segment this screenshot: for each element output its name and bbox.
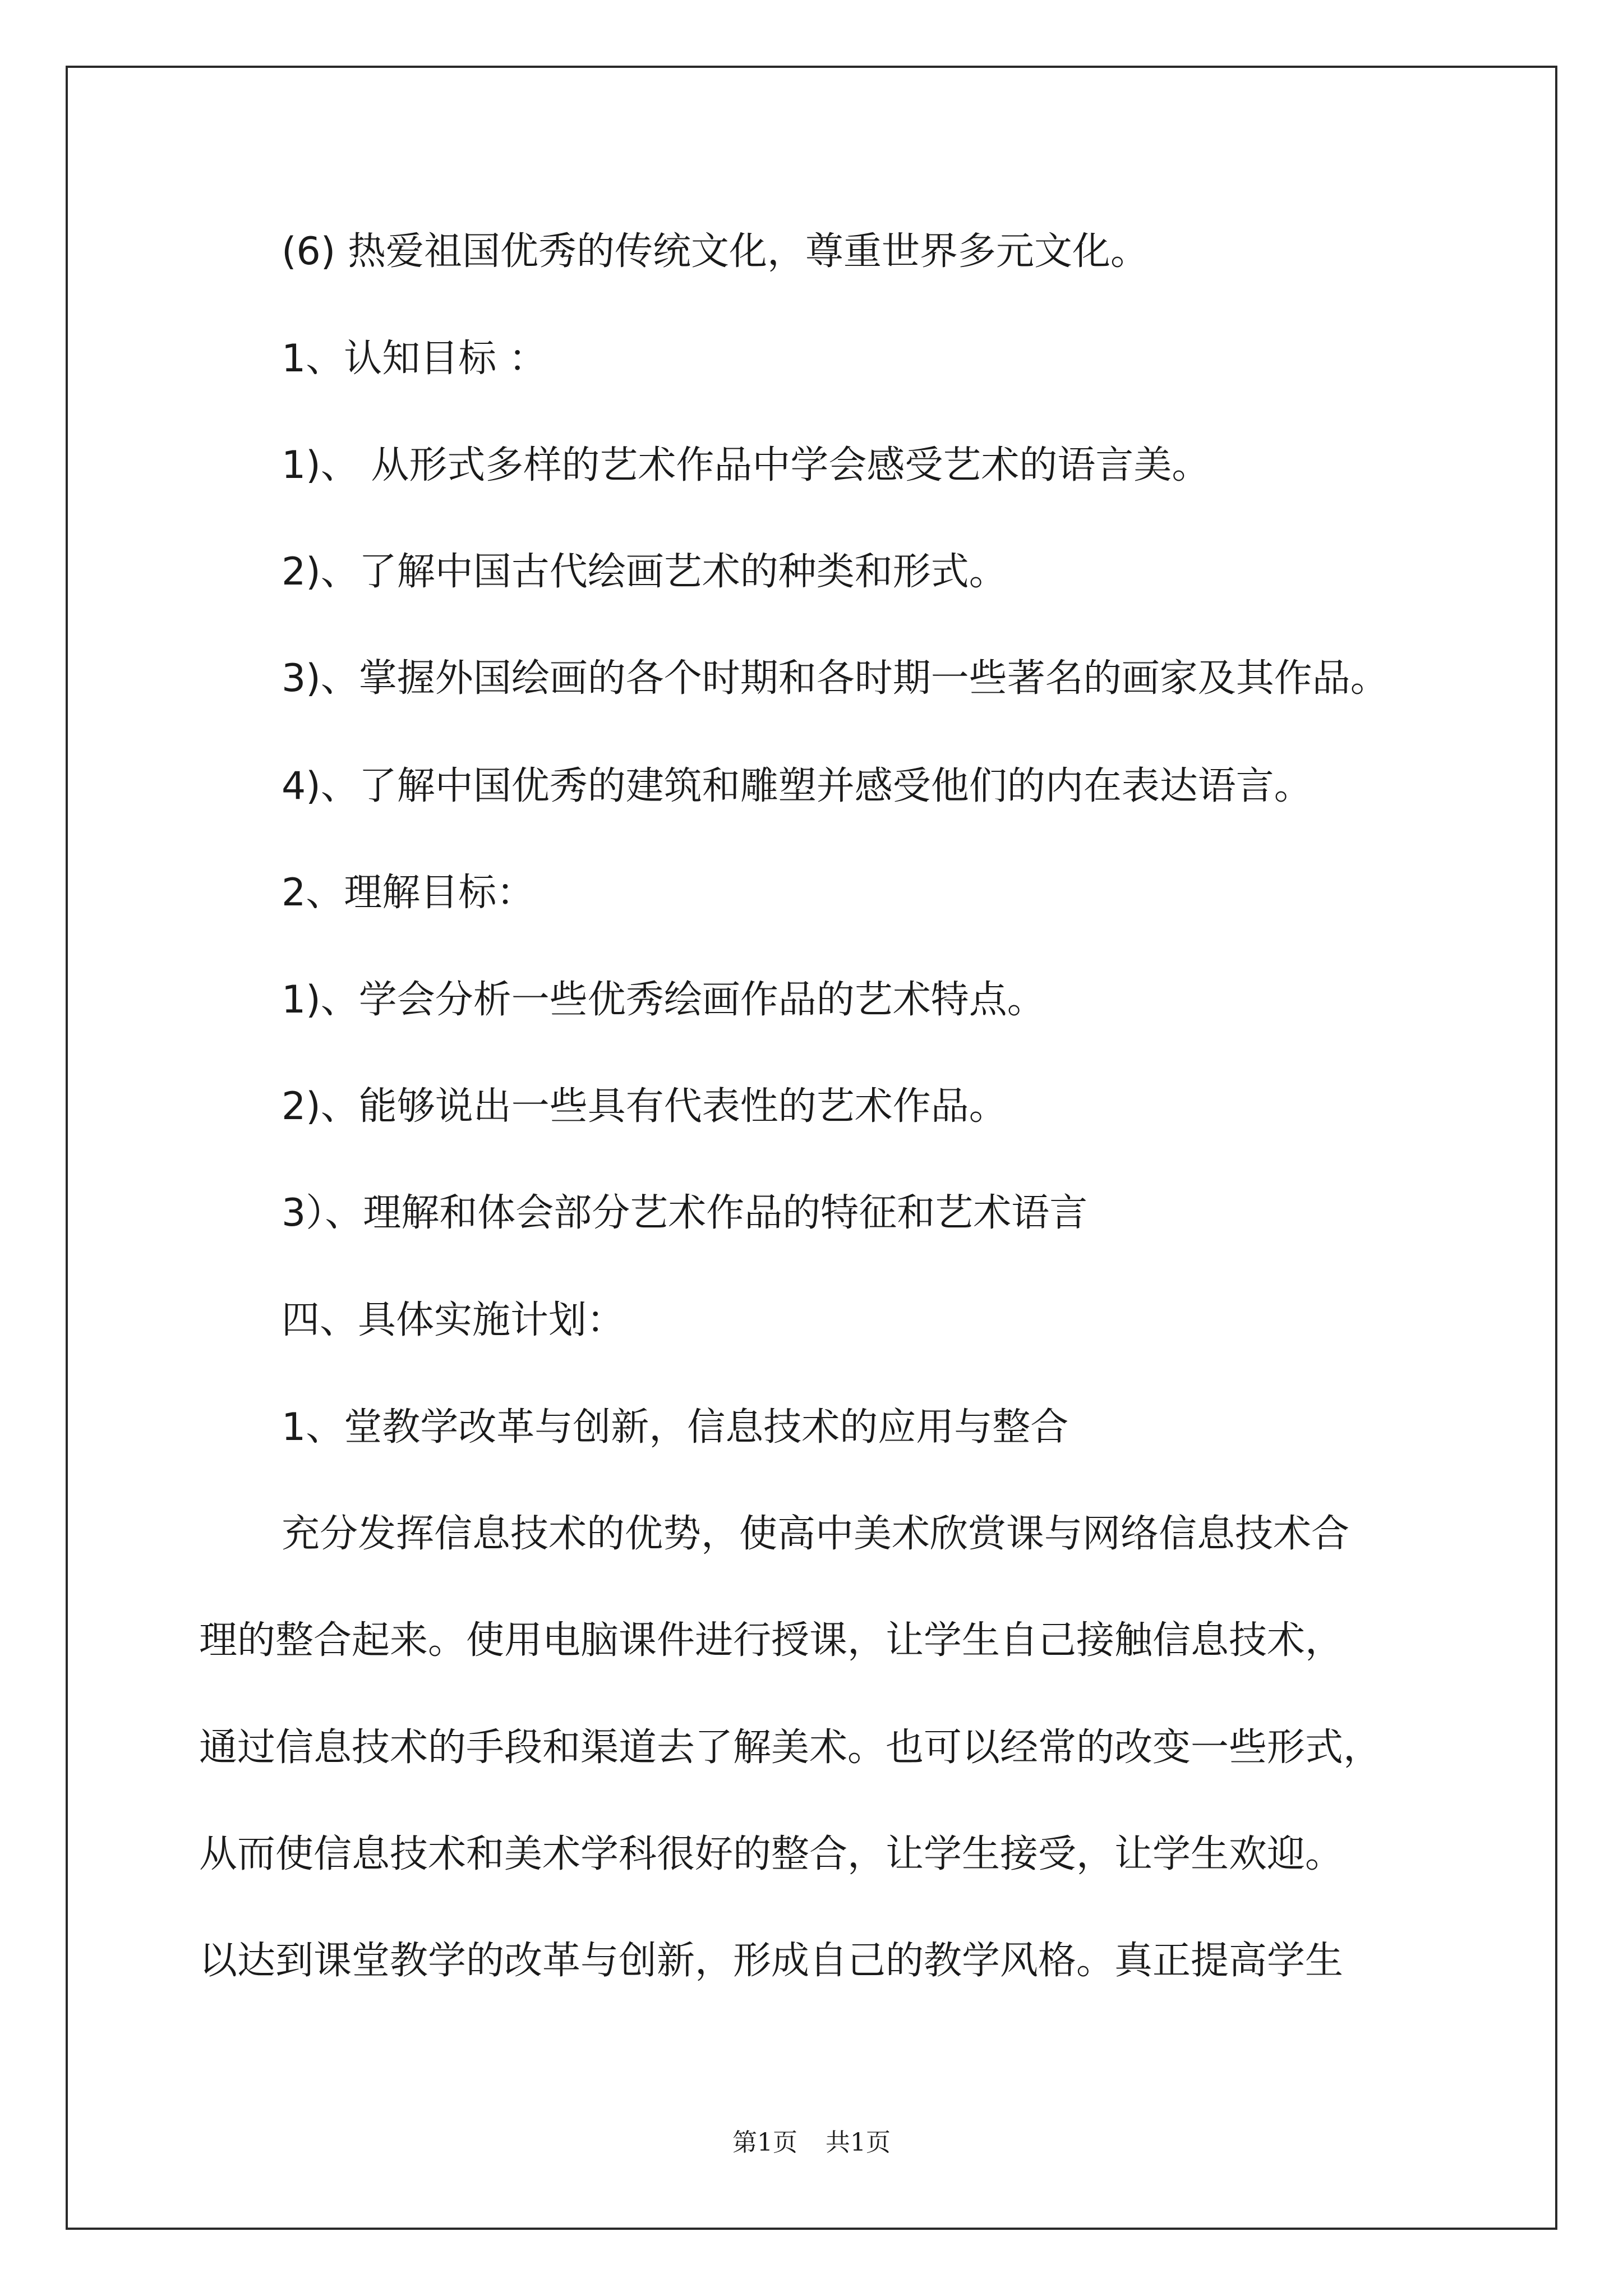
text-line: 3）、理解和体会部分艺术作品的特征和艺术语言 [282,1191,1088,1235]
text-line: 通过信息技术的手段和渠道去了解美术。也可以经常的改变一些形式， [199,1726,1382,1770]
page-footer [0,2126,1623,2160]
text-line: 2)、了解中国古代绘画艺术的种类和形式。 [282,550,1007,594]
text-line: 2)、能够说出一些具有代表性的艺术作品。 [282,1084,1007,1129]
page-total: 共1页 [826,2128,891,2157]
text-line: 4)、了解中国优秀的建筑和雕塑并感受他们的内在表达语言。 [282,764,1312,808]
text-line: 1、堂教学改革与创新，信息技术的应用与整合 [282,1405,1069,1450]
text-line: (6) 热爱祖国优秀的传统文化，尊重世界多元文化。 [282,229,1149,274]
text-line: 以达到课堂教学的改革与创新，形成自己的教学风格。真正提高学生 [199,1939,1344,1983]
page-number: 第1页 [732,2128,797,2157]
page-border [66,66,1557,2230]
text-line: 1)、 从形式多样的艺术作品中学会感受艺术的语言美。 [282,443,1210,487]
text-line: 3)、掌握外国绘画的各个时期和各时期一些著名的画家及其作品。 [282,656,1389,701]
text-line: 理的整合起来。使用电脑课件进行授课，让学生自己接触信息技术， [199,1618,1344,1663]
text-line: 从而使信息技术和美术学科很好的整合，让学生接受，让学生欢迎。 [199,1832,1344,1876]
text-line: 充分发挥信息技术的优势，使高中美术欣赏课与网络信息技术合 [282,1512,1350,1556]
text-line: 四、具体实施计划： [282,1298,625,1342]
text-line: 1)、学会分析一些优秀绘画作品的艺术特点。 [282,978,1045,1022]
text-line: 2、理解目标： [282,871,535,915]
text-line: 1、认知目标 ： [282,337,547,381]
